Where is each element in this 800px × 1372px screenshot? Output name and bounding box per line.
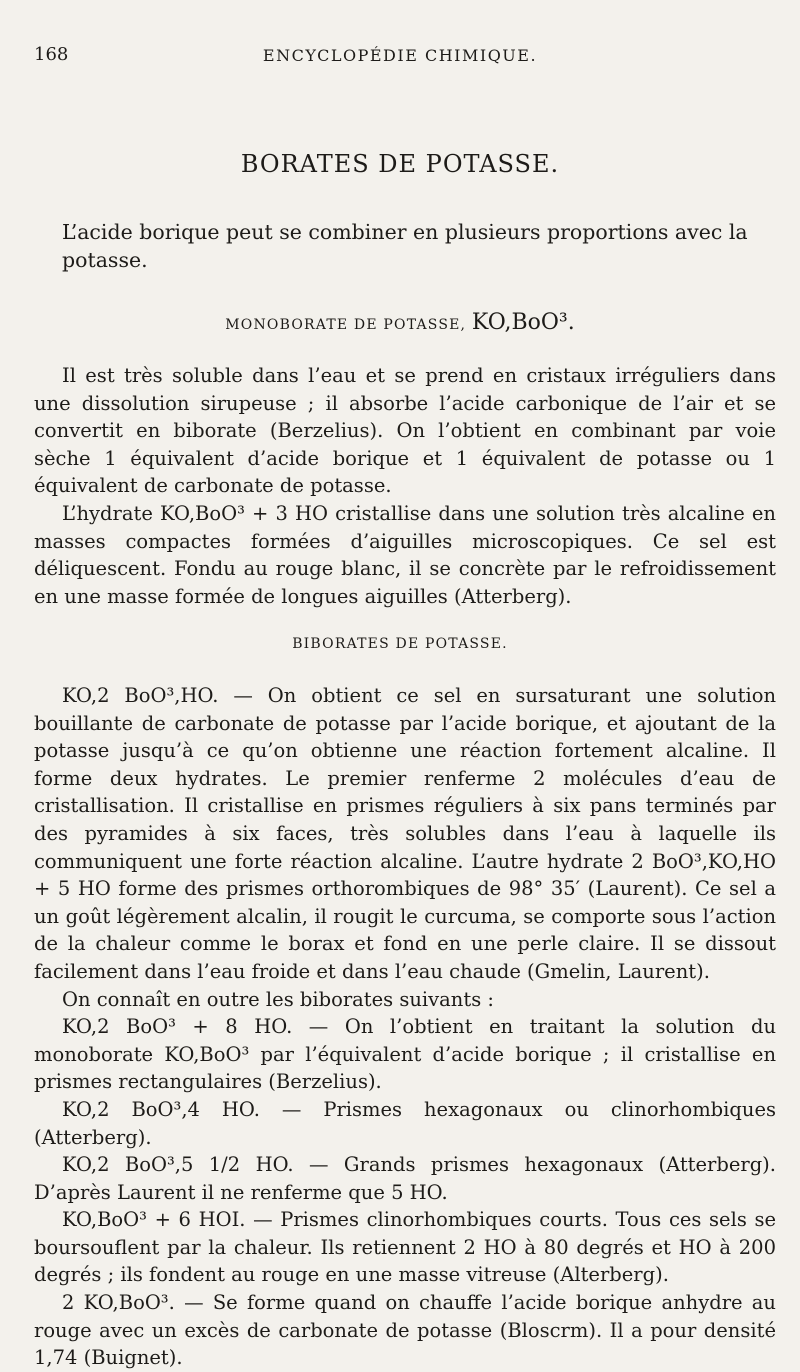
- paragraph: KO,BoO³ + 6 HOI. — Prismes clinorhombiques courts. Tous ces sels se boursouflent par la chaleur. Ils retiennent 2 HO à 80 degrés et HO à 200 degrés ; ils fondent au rouge en une masse vitreuse (Alterberg).: [34, 1208, 776, 1287]
- paragraph: 2 KO,BoO³. — Se forme quand on chauffe l’acide borique anhydre au rouge avec un excès de carbonate de potasse (Bloscrm). Il a pour densité 1,74 (Buignet).: [34, 1291, 776, 1370]
- paragraph: Il est très soluble dans l’eau et se prend en cristaux irréguliers dans une dissolution sirupeuse ; il absorbe l’acide carbonique de l’air et se convertit en biborate (Berzelius). On l’obtient en combinant par voie sèche 1 équivalent d’acide borique et 1 équivalent de potasse ou 1 équivalent de carbonate de potasse.: [34, 364, 776, 498]
- paragraph: KO,2 BoO³,HO. — On obtient ce sel en sursaturant une solution bouillante de carbonate de potasse par l’acide borique, et ajoutant de la potasse jusqu’à ce qu’on obtienne une réaction fortement alcaline. Il forme deux hydrates. Le premier renferme 2 molécules d’eau de cristallisation. Il cristallise en prismes réguliers à six pans terminés par des pyramides à six faces, très solubles dans l’eau à laquelle ils communiquent une forte réaction alcaline. L’autre hydrate 2 BoO³,KO,HO + 5 HO forme des prismes orthorombiques de 98° 35′ (Laurent). Ce sel a un goût légèrement alcalin, il rougit le curcuma, se comporte sous l’action de la chaleur comme le borax et fond en une perle claire. Il se dissout facilement dans l’eau froide et dans l’eau chaude (Gmelin, Laurent).: [34, 684, 776, 983]
- section-heading-formula: KO,BoO³.: [471, 310, 575, 335]
- biborates-body: [34, 682, 776, 1372]
- lead-paragraph: L’acide borique peut se combiner en plusieurs proportions avec la potasse.: [62, 220, 748, 272]
- section-heading-text: MONOBORATE DE POTASSE,: [225, 317, 467, 333]
- section-heading-monoborate: [0, 310, 800, 335]
- page-number: 168: [34, 44, 69, 65]
- paragraph: KO,2 BoO³,5 1/2 HO. — Grands prismes hexagonaux (Atterberg). D’après Laurent il ne renferme que 5 HO.: [34, 1153, 776, 1204]
- running-title: ENCYCLOPÉDIE CHIMIQUE.: [262, 46, 538, 65]
- section-heading-biborates: BIBORATES DE POTASSE.: [292, 636, 508, 652]
- paragraph: On connaît en outre les biborates suivants :: [62, 987, 494, 1011]
- paragraph: L’hydrate KO,BoO³ + 3 HO cristallise dans une solution très alcaline en masses compactes formées d’aiguilles microscopiques. Ce sel est déliquescent. Fondu au rouge blanc, il se concrète par le refroidissement en une masse formée de longues aiguilles (Atterberg).: [34, 501, 776, 608]
- running-header: [0, 44, 800, 72]
- chapter-title: BORATES DE POTASSE.: [240, 150, 560, 178]
- paragraph: KO,2 BoO³,4 HO. — Prismes hexagonaux ou clinorhombiques (Atterberg).: [34, 1097, 776, 1149]
- paragraph: KO,2 BoO³ + 8 HO. — On l’obtient en traitant la solution du monoborate KO,BoO³ par l’équivalent d’acide borique ; il cristallise en prismes rectangulaires (Berzelius).: [34, 1015, 776, 1094]
- monoborate-body: [34, 362, 776, 610]
